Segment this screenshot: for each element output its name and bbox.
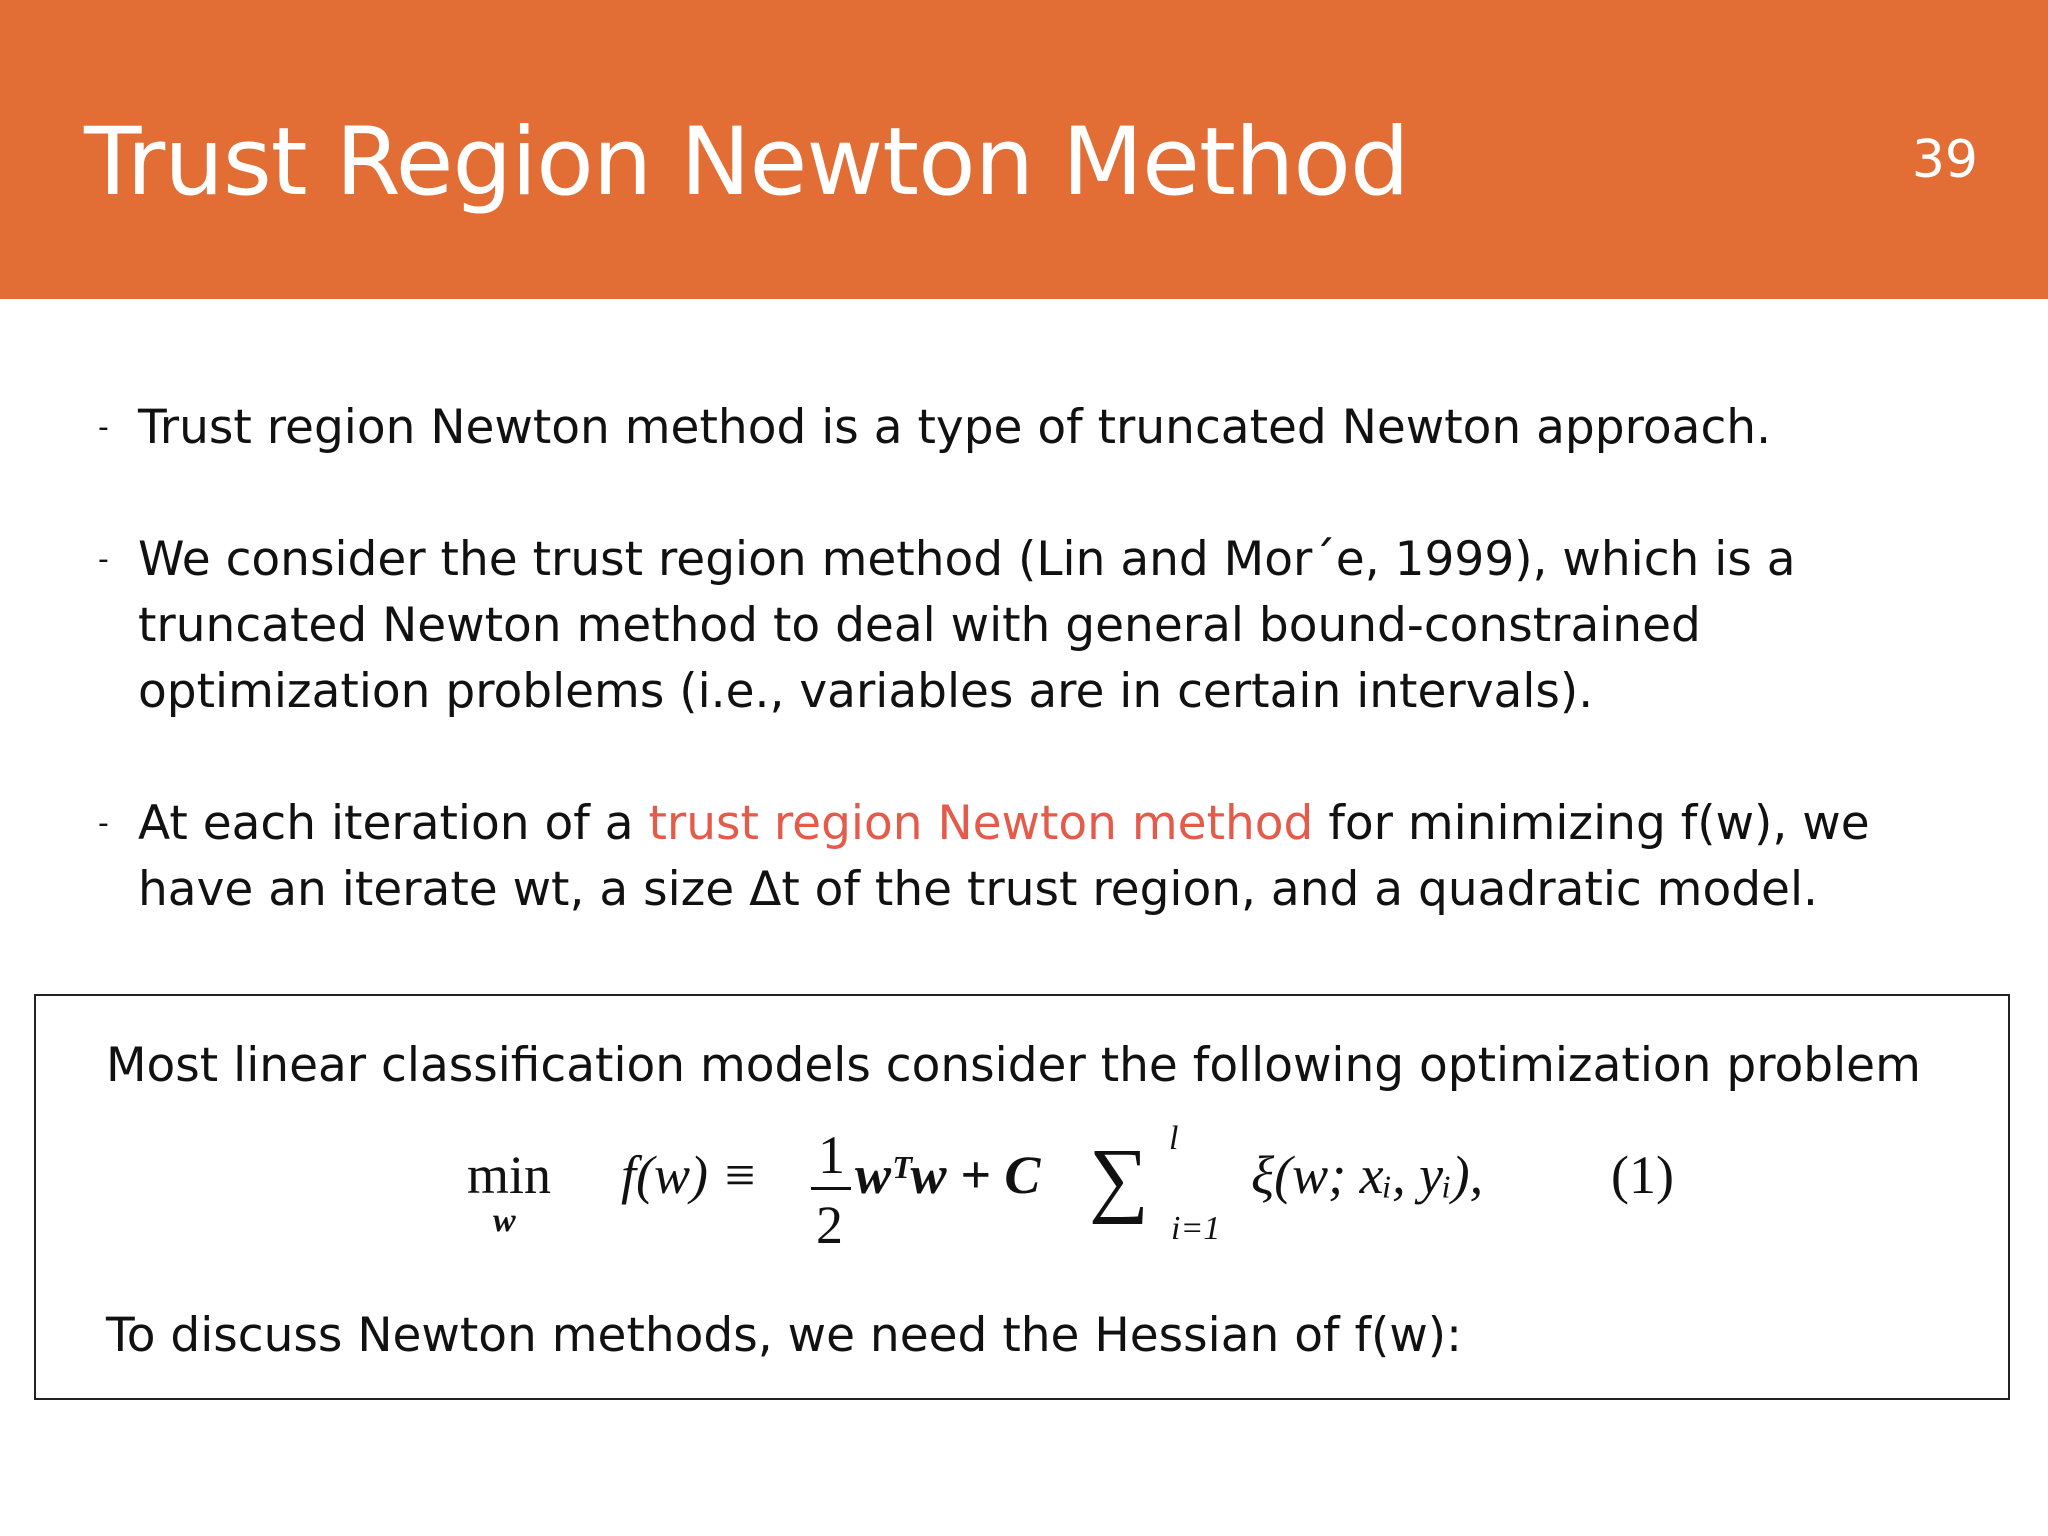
equation-sum-upper: l [1169,1120,1179,1157]
box-intro-text: Most linear classification models consider the following optimization problem [106,1038,1921,1093]
bullet-text [138,527,1918,725]
optimization-equation [431,1120,1731,1264]
box-outro-text: To discuss Newton methods, we need the Hessian of f(w): [106,1308,1462,1363]
equation-sum-lower: i=1 [1171,1210,1221,1247]
bullet-text-before: We consider the trust region method (Lin and Mor´e, 1999), which is a truncated Newton method to deal with general bound-constrained optimization problems (i.e., variables are in certain intervals). [138,532,1796,719]
equation-fraction-denominator: 2 [816,1195,843,1255]
bullet-text [138,395,1918,461]
bullet-item [98,791,1998,923]
bullet-text-before: Trust region Newton method is a type of truncated Newton approach. [138,400,1772,455]
bullet-marker: - [98,806,109,841]
bullet-text [138,791,1918,923]
equation-fraction-bar [811,1187,851,1190]
bullet-text-after: for minimizing f(w), we have an iterate wt, a size Δt of the trust region, and a quadratic model. [138,796,1870,917]
definition-box [34,994,2010,1400]
equation-min-subscript: w [493,1202,516,1239]
slide-header [0,0,2048,299]
highlighted-term: trust region Newton method [648,796,1314,851]
equation-fraction-numerator: 1 [818,1125,845,1185]
page-number: 39 [1911,130,1978,190]
equation-min: min [467,1145,552,1205]
bullet-marker: - [98,542,109,577]
bullet-list [98,395,1998,923]
equation-number: (1) [1611,1145,1674,1205]
bullet-marker: - [98,410,109,445]
equation-lhs: f(w) ≡ [621,1145,758,1205]
bullet-item [98,395,1998,461]
bullet-item [98,527,1998,725]
bullet-text-before: At each iteration of a [138,796,649,851]
equation-sum-symbol: ∑ [1089,1132,1149,1225]
slide-title: Trust Region Newton Method [84,108,1409,217]
equation-loss-term: ξ(w; xᵢ, yᵢ), [1251,1145,1484,1205]
equation-quadratic-term: wᵀw + C [855,1145,1041,1205]
